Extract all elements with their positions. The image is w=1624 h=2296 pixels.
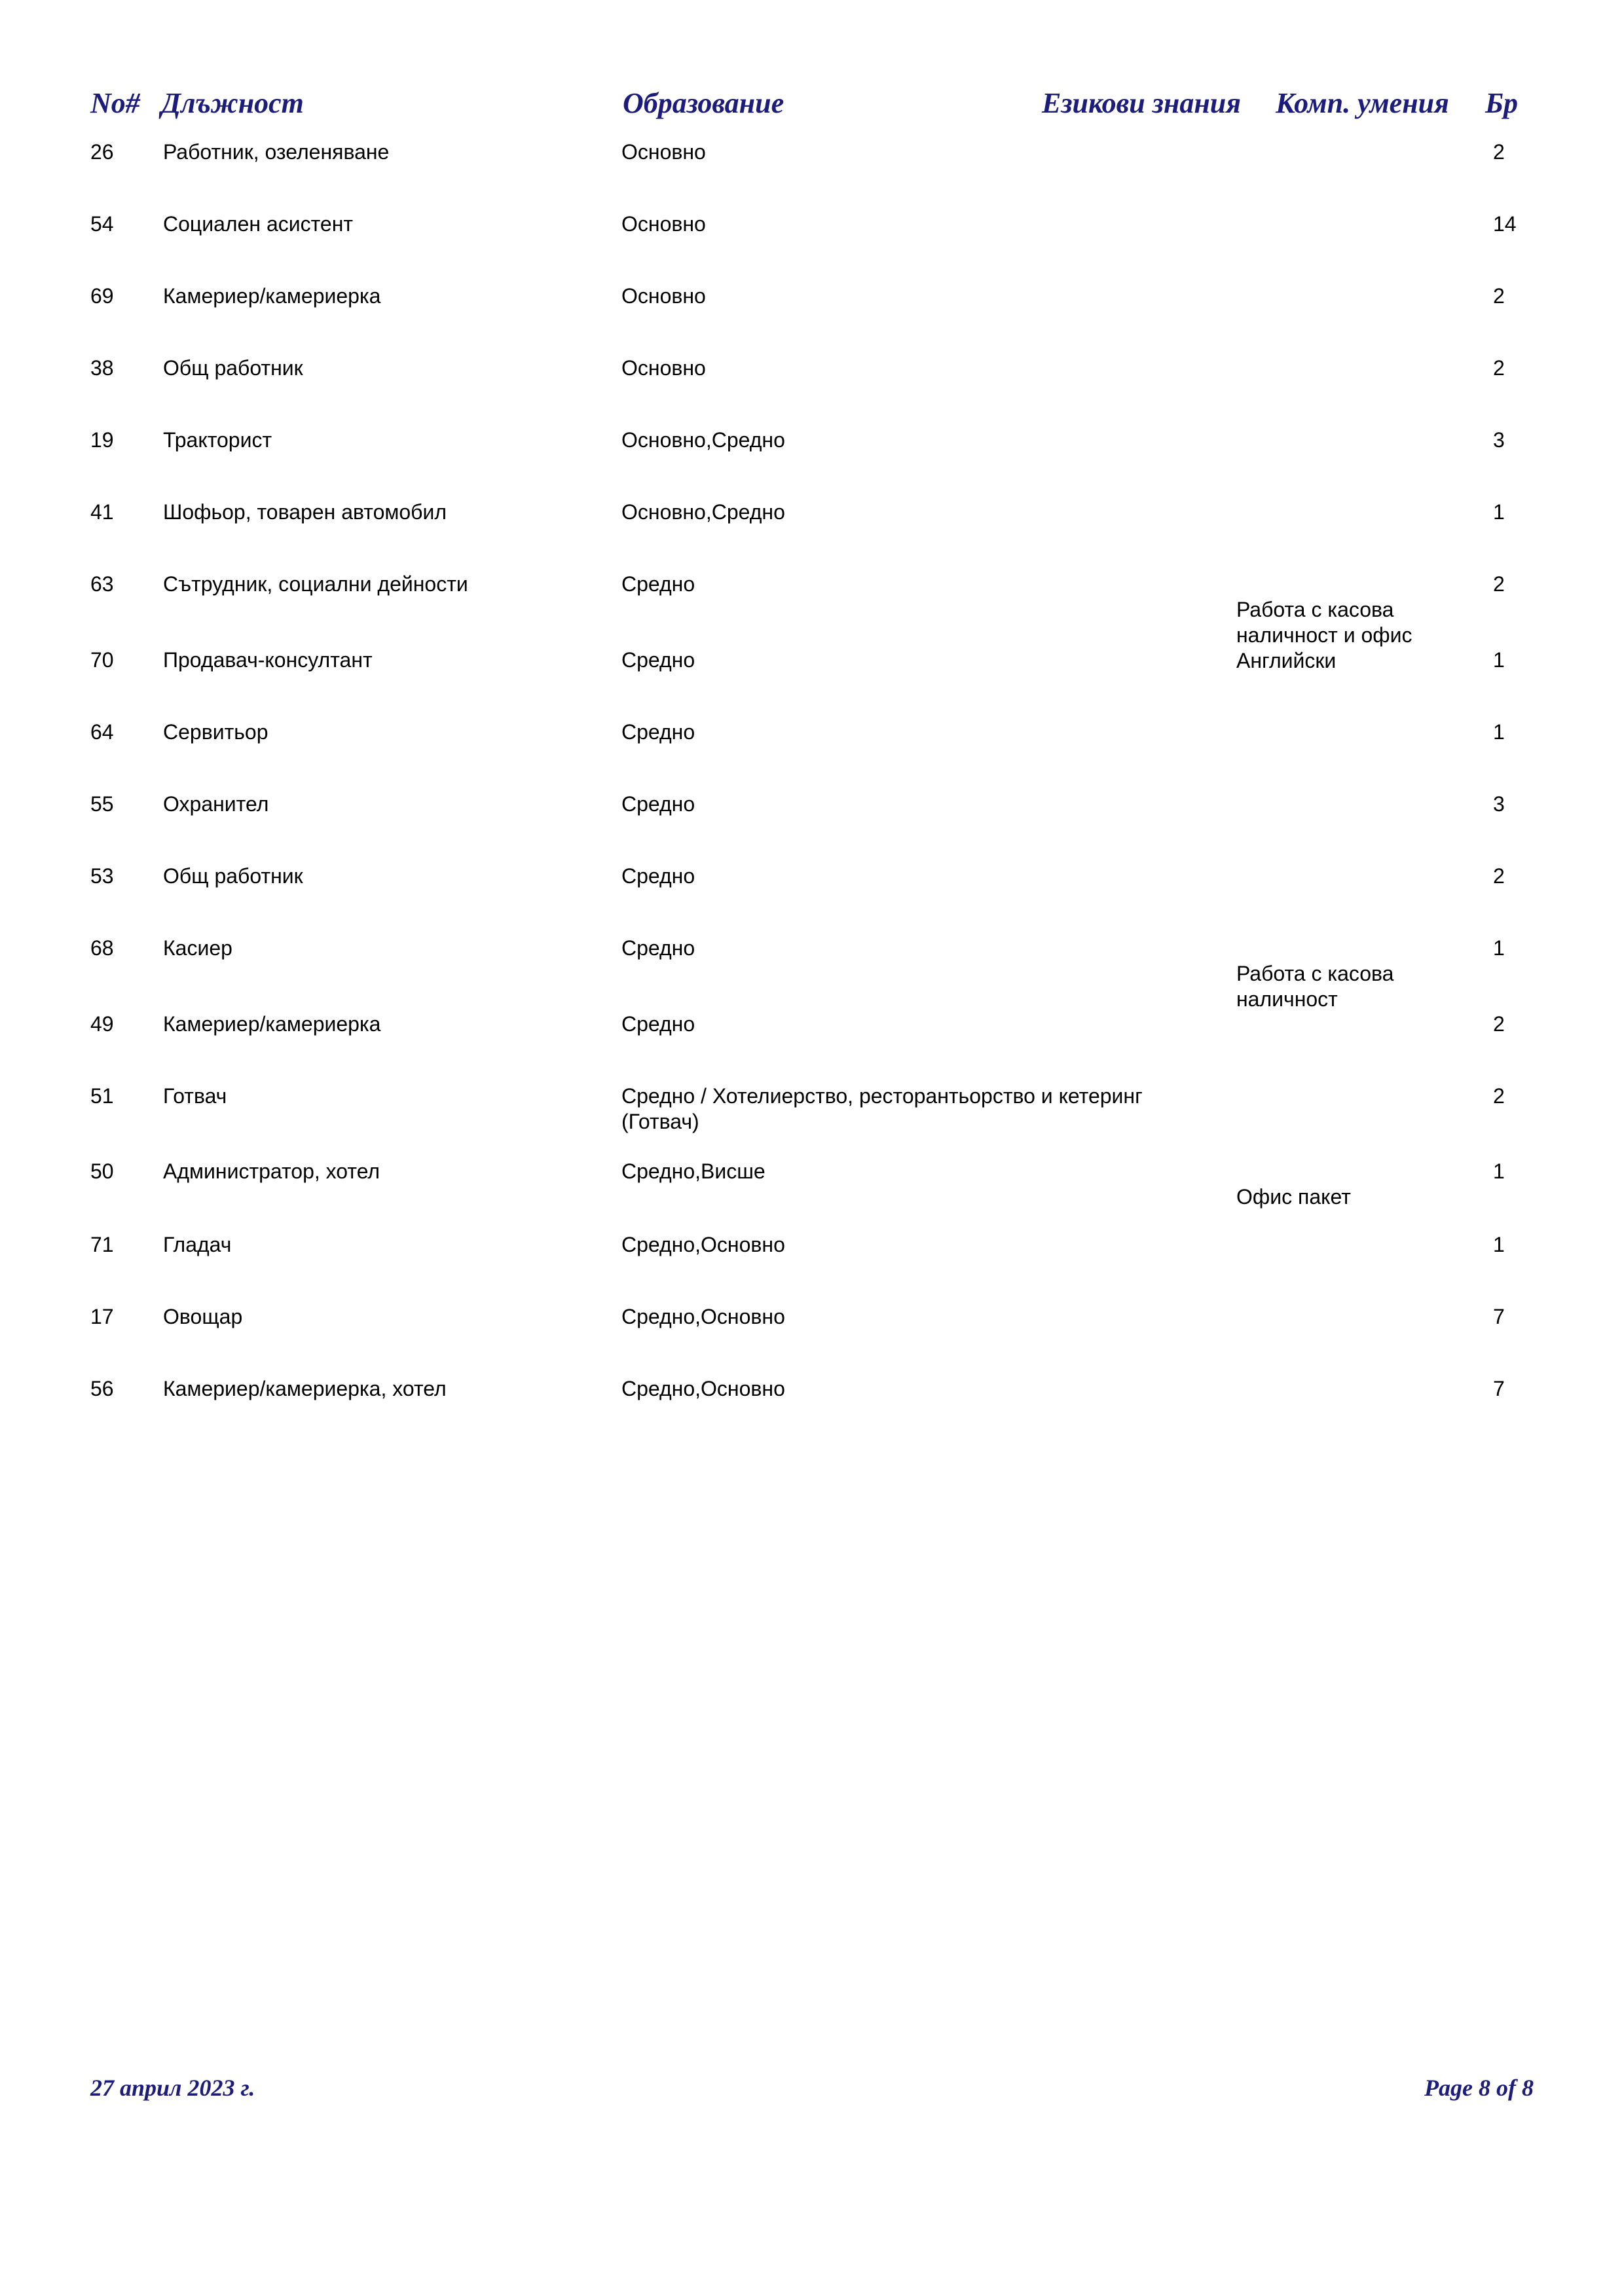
column-header-position: Длъжност (161, 87, 304, 119)
row-count: 3 (1493, 428, 1505, 452)
row-number: 54 (90, 212, 114, 236)
skill-note-line: наличност и офис (1236, 623, 1412, 647)
row-number: 56 (90, 1377, 114, 1400)
row-position: Шофьор, товарен автомобил (163, 500, 447, 524)
row-count: 1 (1493, 1233, 1505, 1256)
row-education: Средно (621, 720, 695, 744)
column-header-count: Бр (1485, 87, 1518, 119)
row-position: Сервитьор (163, 720, 268, 744)
row-count: 1 (1493, 500, 1505, 524)
table-row (0, 720, 1624, 792)
row-education: Основно (621, 356, 706, 380)
row-count: 2 (1493, 572, 1505, 596)
table-row (0, 792, 1624, 864)
row-education: Средно,Висше (621, 1159, 766, 1183)
row-position: Камериер/камериерка, хотел (163, 1377, 447, 1400)
table-row (0, 864, 1624, 936)
row-position: Охранител (163, 792, 269, 816)
column-header-no: No# (90, 87, 140, 119)
row-count: 7 (1493, 1305, 1505, 1328)
row-number: 70 (90, 648, 114, 672)
row-number: 17 (90, 1305, 114, 1328)
column-header-computer-skills: Комп. умения (1276, 87, 1449, 119)
table-row (0, 1159, 1624, 1231)
row-education: Средно (621, 572, 695, 596)
table-row (0, 1376, 1624, 1448)
row-education: Средно (621, 864, 695, 888)
row-number: 55 (90, 792, 114, 816)
column-header-languages: Езикови знания (1042, 87, 1241, 119)
row-number: 49 (90, 1012, 114, 1036)
row-position: Касиер (163, 936, 232, 960)
row-number: 63 (90, 572, 114, 596)
row-count: 1 (1493, 936, 1505, 960)
row-education-continued: (Готвач) (621, 1110, 699, 1133)
row-education: Основно,Средно (621, 500, 785, 524)
row-number: 64 (90, 720, 114, 744)
row-count: 2 (1493, 140, 1505, 164)
row-count: 7 (1493, 1377, 1505, 1400)
row-education: Основно,Средно (621, 428, 785, 452)
row-education: Средно (621, 648, 695, 672)
row-position: Работник, озеленяване (163, 140, 390, 164)
row-number: 26 (90, 140, 114, 164)
row-number: 50 (90, 1159, 114, 1183)
row-count: 2 (1493, 1084, 1505, 1108)
row-count: 2 (1493, 1012, 1505, 1036)
row-count: 1 (1493, 720, 1505, 744)
table-row (0, 1011, 1624, 1084)
row-count: 1 (1493, 648, 1505, 672)
row-position: Тракторист (163, 428, 272, 452)
row-education: Основно (621, 140, 706, 164)
table-row (0, 355, 1624, 428)
row-number: 51 (90, 1084, 114, 1108)
row-education: Основно (621, 284, 706, 308)
row-education: Основно (621, 212, 706, 236)
table-row (0, 1084, 1624, 1156)
table-row (0, 500, 1624, 572)
row-education: Средно (621, 936, 695, 960)
row-number: 71 (90, 1233, 114, 1256)
row-position: Администратор, хотел (163, 1159, 380, 1183)
row-position: Овощар (163, 1305, 243, 1328)
row-education: Средно,Основно (621, 1233, 785, 1256)
row-count: 3 (1493, 792, 1505, 816)
skill-note-line: Английски (1236, 649, 1337, 672)
row-position: Общ работник (163, 864, 303, 888)
row-position: Сътрудник, социални дейности (163, 572, 468, 596)
row-position: Социален асистент (163, 212, 354, 236)
table-row (0, 647, 1624, 720)
row-position: Камериер/камериерка (163, 1012, 381, 1036)
row-count: 14 (1493, 212, 1517, 236)
row-education: Средно,Основно (621, 1377, 785, 1400)
row-education: Средно (621, 792, 695, 816)
table-row (0, 139, 1624, 211)
footer-date: 27 април 2023 г. (90, 2075, 255, 2101)
row-count: 2 (1493, 356, 1505, 380)
row-position: Гладач (163, 1233, 232, 1256)
table-row (0, 428, 1624, 500)
row-education: Средно (621, 1012, 695, 1036)
footer-page-number: Page 8 of 8 (1424, 2075, 1534, 2101)
row-number: 69 (90, 284, 114, 308)
row-count: 2 (1493, 284, 1505, 308)
skill-note-line: Работа с касова (1236, 598, 1394, 621)
row-position: Общ работник (163, 356, 303, 380)
table-row (0, 211, 1624, 283)
table-row (0, 1304, 1624, 1376)
row-education: Средно / Хотелиерство, ресторантьорство и кетеринг (621, 1084, 1143, 1108)
row-number: 68 (90, 936, 114, 960)
row-education: Средно,Основно (621, 1305, 785, 1328)
row-count: 2 (1493, 864, 1505, 888)
row-position: Готвач (163, 1084, 227, 1108)
row-count: 1 (1493, 1159, 1505, 1183)
skill-note-line: Офис пакет (1236, 1185, 1351, 1209)
row-number: 19 (90, 428, 114, 452)
row-number: 41 (90, 500, 114, 524)
skill-note-line: наличност (1236, 987, 1338, 1011)
row-number: 38 (90, 356, 114, 380)
skill-note-line: Работа с касова (1236, 962, 1394, 985)
table-row (0, 1232, 1624, 1304)
row-position: Продавач-консултант (163, 648, 373, 672)
column-header-education: Образование (623, 87, 784, 119)
table-row (0, 283, 1624, 355)
row-number: 53 (90, 864, 114, 888)
row-position: Камериер/камериерка (163, 284, 381, 308)
